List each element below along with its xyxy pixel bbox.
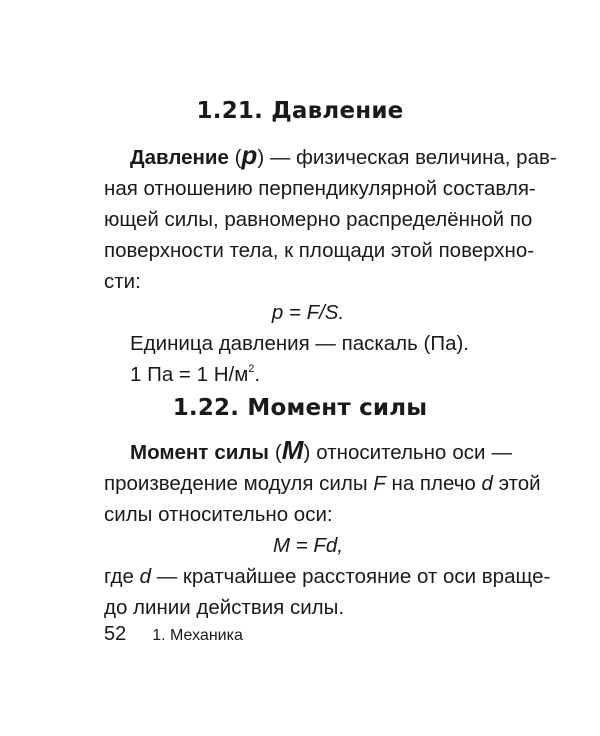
text-line: силы относительно оси: [104, 503, 333, 526]
line-text: — кратчайшее расстояние от оси враще- [151, 565, 551, 588]
page-number: 52 [104, 623, 127, 645]
line-text: этой [492, 472, 541, 495]
text-line: сти: [104, 270, 141, 293]
unit-superscript: 2 [248, 363, 255, 375]
var-f: F [373, 472, 386, 495]
formula-pressure: p = F/S. [271, 301, 345, 324]
paragraph-torque [104, 435, 551, 623]
text-line [104, 468, 541, 499]
unit-end: . [254, 363, 261, 386]
close-paren: ) [303, 441, 311, 464]
chapter-label: 1. Механика [152, 627, 243, 644]
text-line: ющей силы, равномерно распределённой по [104, 208, 533, 231]
close-paren: ) [257, 146, 265, 169]
text-line: ная отношению перпендикулярной составля- [104, 177, 536, 200]
text-line [104, 561, 551, 592]
var-d: d [481, 472, 493, 495]
term-torque: Момент силы [130, 441, 269, 464]
line-text: — физическая величина, рав- [264, 146, 557, 169]
line-text: где [104, 565, 140, 588]
symbol-m: M [281, 435, 304, 465]
line-text: на плечо [385, 472, 482, 495]
line-text: произведение модуля силы [104, 472, 374, 495]
text-line: до линии действия силы. [104, 596, 345, 619]
section-heading-pressure: 1.21. Давление [196, 98, 404, 124]
var-d: d [139, 565, 152, 588]
open-paren: ( [268, 441, 282, 464]
text-line: поверхности тела, к площади этой поверхно- [104, 239, 535, 262]
unit-equation [104, 359, 512, 390]
text-line [104, 140, 557, 173]
page-footer [104, 623, 243, 646]
symbol-p: p [241, 140, 258, 170]
term-pressure: Давление [130, 146, 229, 169]
formula-torque: M = Fd, [272, 534, 344, 557]
unit-line: Единица давления — паскаль (Па). [130, 332, 470, 355]
section-heading-torque: 1.22. Момент силы [172, 395, 428, 421]
paragraph-pressure [104, 140, 557, 390]
line-text: относительно оси — [310, 441, 512, 464]
unit-eq-text: 1 Па = 1 Н/м [130, 363, 249, 386]
text-line [104, 437, 512, 468]
open-paren: ( [228, 146, 242, 169]
